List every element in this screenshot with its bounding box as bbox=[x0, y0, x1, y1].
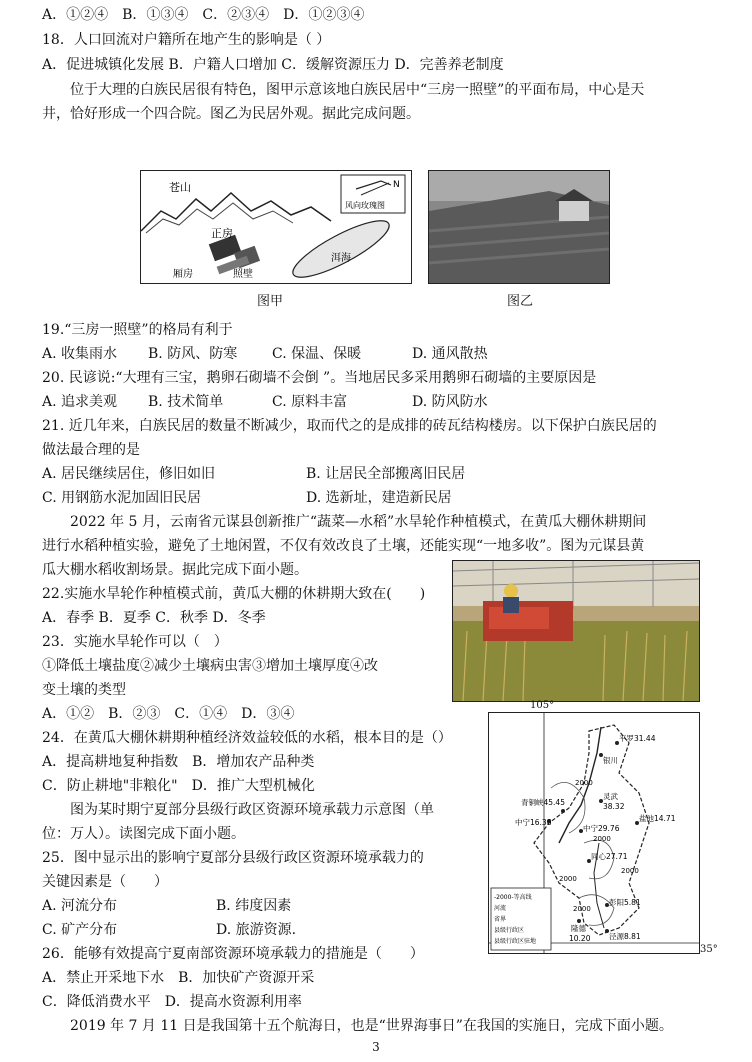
map-longitude-label: 105° bbox=[530, 700, 555, 711]
longde-label: 隆德 bbox=[571, 924, 586, 933]
qingtongxia-label: 青铜峡45.45 bbox=[521, 798, 565, 807]
q21-stem-1: 21. 近几年来，白族民居的数量不断减少，取而代之的是成排的砖瓦结构楼房。以下保护白族民居的 bbox=[42, 418, 657, 434]
q20-option-c: C. 原料丰富 bbox=[272, 394, 348, 410]
map-latitude-label: 35° bbox=[700, 944, 718, 955]
q21-stem-2: 做法最合理的是 bbox=[42, 442, 140, 458]
contour-label: 2000 bbox=[621, 867, 639, 875]
q24-stem: 24．在黄瓜大棚休耕期种植经济效益较低的水稻，根本目的是（） bbox=[42, 730, 452, 746]
q26-line-1: A．禁止开采地下水 B．加快矿产资源开采 bbox=[42, 970, 315, 986]
q21-option-a: A. 居民继续居住，修旧如旧 bbox=[42, 466, 216, 482]
q20-option-d: D. 防风防水 bbox=[412, 394, 488, 410]
erhai-lake bbox=[287, 211, 396, 283]
page-number: 3 bbox=[372, 1040, 380, 1054]
intro-1-line-1: 位于大理的白族民居很有特色，图甲示意该地白族民居中“三房一照壁”的平面布局，中心是天 bbox=[70, 82, 645, 98]
intro-3-line-2: 位：万人）。读图完成下面小题。 bbox=[42, 826, 245, 842]
q21-option-b: B. 让居民全部搬离旧民居 bbox=[306, 466, 466, 482]
q24-line-1: A．提高耕地复种指数 B．增加农产品种类 bbox=[42, 754, 315, 770]
erhai-label: 洱海 bbox=[331, 253, 351, 264]
q25-option-a: A. 河流分布 bbox=[42, 898, 118, 914]
legend-river: 河流 bbox=[494, 905, 507, 912]
intro-2-line-3: 瓜大棚水稻收割场景。据此完成下面小题。 bbox=[42, 562, 308, 578]
figure-yi-caption: 图乙 bbox=[506, 294, 533, 309]
figure-jia bbox=[140, 170, 412, 284]
legend-county-seat: 县级行政区驻地 bbox=[494, 938, 537, 945]
q22-stem: 22.实施水旱轮作种植模式前，黄瓜大棚的休耕期大致在( ) bbox=[42, 586, 426, 602]
figure-yi-drawing bbox=[429, 171, 609, 283]
q20-option-b: B. 技术简单 bbox=[148, 394, 224, 410]
ningxia-map bbox=[488, 712, 700, 954]
q26-stem: 26．能够有效提高宁夏南部资源环境承载力的措施是（ ） bbox=[42, 946, 424, 962]
lingwu-value: 38.32 bbox=[603, 802, 625, 811]
cangshan-label: 苍山 bbox=[169, 181, 191, 194]
q21-option-c: C. 用钢筋水泥加固旧民居 bbox=[42, 490, 202, 506]
q20-stem: 20. 民谚说:“大理有三宝，鹅卵石砌墙不会倒 ”。当地居民多采用鹅卵石砌墙的主要原因是 bbox=[42, 370, 597, 386]
q24-line-2: C．防止耕地"非粮化" D．推广大型机械化 bbox=[42, 778, 315, 794]
intro-1-line-2: 井，恰好形成一个四合院。图乙为民居外观。据此完成问题。 bbox=[42, 106, 420, 122]
q23-stem: 23．实施水旱轮作可以（ ） bbox=[42, 634, 228, 650]
north-label: N bbox=[393, 180, 400, 190]
q23-line-2: 变土壤的类型 bbox=[42, 682, 126, 698]
wind-rose-label: 风向玫瑰图 bbox=[345, 201, 385, 210]
zhongning2-label: 中宁29.76 bbox=[583, 824, 620, 833]
q18-options: A．促进城镇化发展 B．户籍人口增加 C．缓解资源压力 D．完善养老制度 bbox=[42, 57, 504, 73]
q25-stem-1: 25．图中显示出的影响宁夏部分县级行政区资源环境承载力的 bbox=[42, 850, 424, 866]
yanchi-label: 盐池14.71 bbox=[639, 814, 676, 823]
tongxin-label: 同心27.71 bbox=[591, 852, 628, 861]
contour-label: 2000 bbox=[593, 835, 611, 843]
legend-contour: -2000-等高线 bbox=[494, 894, 532, 901]
xiangfang-label: 厢房 bbox=[173, 269, 193, 280]
zhongning-label: 中宁16.36 bbox=[515, 818, 552, 827]
q19-option-c: C. 保温、保暖 bbox=[272, 346, 362, 362]
zhengfang-label: 正房 bbox=[211, 227, 233, 240]
county-seat-dot bbox=[561, 809, 565, 813]
q18-stem: 18．人口回流对户籍所在地产生的影响是（ ） bbox=[42, 32, 331, 48]
county-seat-dot bbox=[577, 919, 581, 923]
contour-label: 2000 bbox=[573, 905, 591, 913]
legend-county: 县级行政区 bbox=[494, 927, 525, 934]
intro-4: 2019 年 7 月 11 日是我国第十五个航海日，也是“世界海事日”在我国的实施日，完成下面小题。 bbox=[70, 1018, 673, 1034]
rice-harvest-drawing bbox=[453, 561, 699, 701]
q19-option-b: B. 防风、防寒 bbox=[148, 346, 238, 362]
longde-value: 10.20 bbox=[569, 934, 591, 943]
figure-jia-drawing bbox=[141, 171, 411, 283]
intro-2-line-1: 2022 年 5 月，云南省元谋县创新推广“蔬菜—水稻”水旱轮作种植模式，在黄瓜大棚休耕期间 bbox=[70, 514, 647, 530]
intro-2-line-2: 进行水稻种植实验，避免了土地闲置，不仅有效改良了土壤，还能实现“一地多收”。图为元谋县黄 bbox=[42, 538, 645, 554]
q26-line-2: C．降低消费水平 D．提高水资源利用率 bbox=[42, 994, 302, 1010]
q25-stem-2: 关键因素是（ ） bbox=[42, 874, 168, 890]
zhaobi-label: 照壁 bbox=[233, 269, 253, 280]
yinchuan-label: 银川 bbox=[603, 756, 618, 765]
rice-harvest-photo bbox=[452, 560, 700, 702]
q25-option-d: D. 旅游资源. bbox=[216, 922, 297, 938]
legend-border: 省界 bbox=[494, 916, 507, 923]
q25-option-b: B. 纬度因素 bbox=[216, 898, 292, 914]
ningxia-map-drawing bbox=[489, 713, 699, 953]
q22-options: A．春季 B．夏季 C．秋季 D．冬季 bbox=[42, 610, 266, 626]
q20-option-a: A. 追求美观 bbox=[42, 394, 118, 410]
contour-label: 2000 bbox=[575, 779, 593, 787]
q19-stem: 19.“三房一照壁”的格局有利于 bbox=[42, 322, 233, 338]
q23-line-1: ①降低土壤盐度②减少土壤病虫害③增加土壤厚度④改 bbox=[42, 658, 378, 674]
contour-label: 2000 bbox=[559, 875, 577, 883]
figure-yi-photo bbox=[428, 170, 610, 284]
jingyuan-label: 泾源8.81 bbox=[609, 932, 641, 941]
mountain-outline bbox=[141, 193, 331, 231]
pingluo-label: 平罗31.44 bbox=[619, 734, 656, 743]
pengyang-label: 彭阳5.81 bbox=[609, 898, 641, 907]
q23-options: A．①② B．②③ C．①④ D．③④ bbox=[42, 706, 295, 722]
q19-option-d: D. 通风散热 bbox=[412, 346, 488, 362]
prev-question-options: A．①②④ B．①③④ C．②③④ D．①②③④ bbox=[42, 7, 365, 23]
q21-option-d: D. 选新址，建造新民居 bbox=[306, 490, 452, 506]
q25-option-c: C. 矿产分布 bbox=[42, 922, 118, 938]
intro-3-line-1: 图为某时期宁夏部分县级行政区资源环境承载力示意图（单 bbox=[70, 802, 434, 818]
lingwu-label: 灵武 bbox=[603, 792, 618, 801]
figure-jia-caption: 图甲 bbox=[256, 294, 283, 309]
q19-option-a: A. 收集雨水 bbox=[42, 346, 118, 362]
